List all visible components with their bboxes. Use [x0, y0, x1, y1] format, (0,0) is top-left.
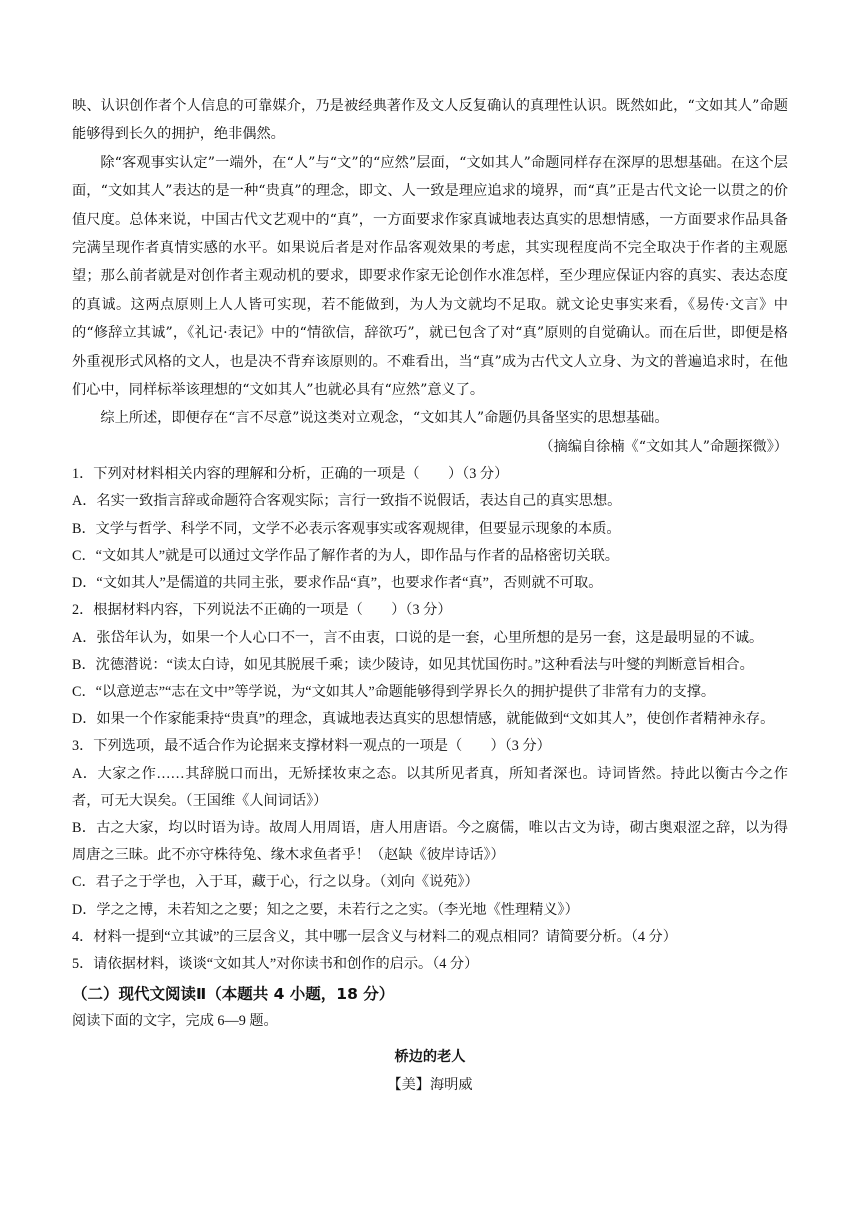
question-list [72, 461, 788, 978]
question-2-option-b: B．沈德潜说：“读太白诗，如见其脱展千乘；读少陵诗，如见其忧国伤时。”这种看法与叶燮的判断意旨相合。 [72, 656, 754, 673]
section-instruction: 阅读下面的文字，完成 6—9 题。 [72, 1013, 278, 1030]
question-1: 1．下列对材料相关内容的理解和分析，正确的一项是（ ）（3 分） [72, 466, 509, 483]
question-2-option-d: D．如果一个作家能秉持“贵真”的理念，真诚地表达真实的思想情感，就能做到“文如其人”，使创作者精神永存。 [72, 711, 775, 728]
question-2-option-c: C．“以意逆志”“志在文中”等学说，为“文如其人”命题能够得到学界长久的拥护提供了非常有力的支撑。 [72, 683, 716, 700]
question-3-option-a: A．大家之作……其辞脱口而出，无矫揉妆束之态。以其所见者真，所知者深也。诗词皆然。持此以衡古今之作者，可无大误矣。（王国维《人间词话》） [72, 765, 788, 809]
passage-paragraph-2: 除“客观事实认定”一端外，在“人”与“文”的“应然”层面，“文如其人”命题同样存在深厚的思想基础。在这个层面，“文如其人”表达的是一种“贵真”的理念，即文、人一致是理应追求的境界，而“真”正是古代文论一以贯之的价值尺度。总体来说，中国古代文艺观中的“真”，一方面要求作家真诚地表达真实的思想情感，一方面要求作品具备完满呈现作者真情实感的水平。如果说后者是对作品客观效果的考虑，其实现程度尚不完全取决于作者的主观愿望；那么前者就是对创作者主观动机的要求，即要求作家无论创作水准怎样，至少理应保证内容的真实、表达态度的真诚。这两点原则上人人皆可实现，若不能做到，为人为文就均不足取。就文论史事实来看，《易传·文言》中的“修辞立其诚”，《礼记·表记》中的“情欲信，辞欲巧”，就已包含了对“真”原则的自觉确认。而在后世，即便是格外重视形式风格的文人，也是决不背弃该原则的。不难看出，当“真”成为古代文人立身、为文的普遍追求时，在他们心中，同样标举该理想的“文如其人”也就必具有“应然”意义了。 [72, 154, 788, 399]
question-5: 5．请依据材料，谈谈“文如其人”对你读书和创作的启示。（4 分） [72, 955, 479, 972]
question-3-option-d: D．学之之博，未若知之之要；知之之要，未若行之之实。（李光地《性理精义》） [72, 901, 579, 918]
story-title: 桥边的老人 [394, 1049, 466, 1066]
passage-paragraph-3: 综上所述，即便存在“言不尽意”说这类对立观念，“文如其人”命题仍具备坚实的思想基础。 [100, 410, 669, 427]
question-1-option-b: B．文学与哲学、科学不同，文学不必表示客观事实或客观规律，但要显示现象的本质。 [72, 520, 621, 537]
question-1-option-c: C．“文如其人”就是可以通过文学作品了解作者的为人，即作品与作者的品格密切关联。 [72, 547, 619, 564]
section-heading: （二）现代文阅读Ⅱ（本题共 4 小题，18 分） [72, 985, 395, 1004]
question-4: 4．材料一提到“立其诚”的三层含义，其中哪一层含义与材料二的观点相同？请简要分析。（4 分） [72, 928, 677, 945]
question-2: 2．根据材料内容，下列说法不正确的一项是（ ）（3 分） [72, 602, 452, 619]
question-1-option-d: D．“文如其人”是儒道的共同主张，要求作品“真”，也要求作者“真”，否则就不可取。 [72, 575, 603, 592]
question-3-option-b: B．古之大家，均以时语为诗。故周人用周语，唐人用唐语。今之腐儒，唯以古文为诗，砌古奥艰涩之辞，以为得周唐之三昧。此不亦守株待兔、缘木求鱼者乎！（赵缺《彼岸诗话》） [72, 819, 788, 864]
passage-source: （摘编自徐楠《“文如其人”命题探微》） [539, 438, 788, 455]
story-author: 【美】海明威 [387, 1077, 473, 1094]
question-2-option-a: A．张岱年认为，如果一个人心口不一，言不由衷，口说的是一套，心里所想的是另一套，这是最明显的不诚。 [72, 629, 764, 646]
question-3: 3．下列选项，最不适合作为论据来支撑材料一观点的一项是（ ）（3 分） [72, 738, 551, 755]
exam-page [72, 92, 788, 1098]
passage-paragraph-1: 映、认识创作者个人信息的可靠媒介，乃是被经典著作及文人反复确认的真理性认识。既然如此，“文如其人”命题能够得到长久的拥护，绝非偶然。 [72, 98, 788, 143]
question-3-option-c: C．君子之于学也，入于耳，藏于心，行之以身。（刘向《说苑》） [72, 874, 479, 891]
question-1-option-a: A．名实一致指言辞或命题符合客观实际；言行一致指不说假话，表达自己的真实思想。 [72, 493, 622, 510]
